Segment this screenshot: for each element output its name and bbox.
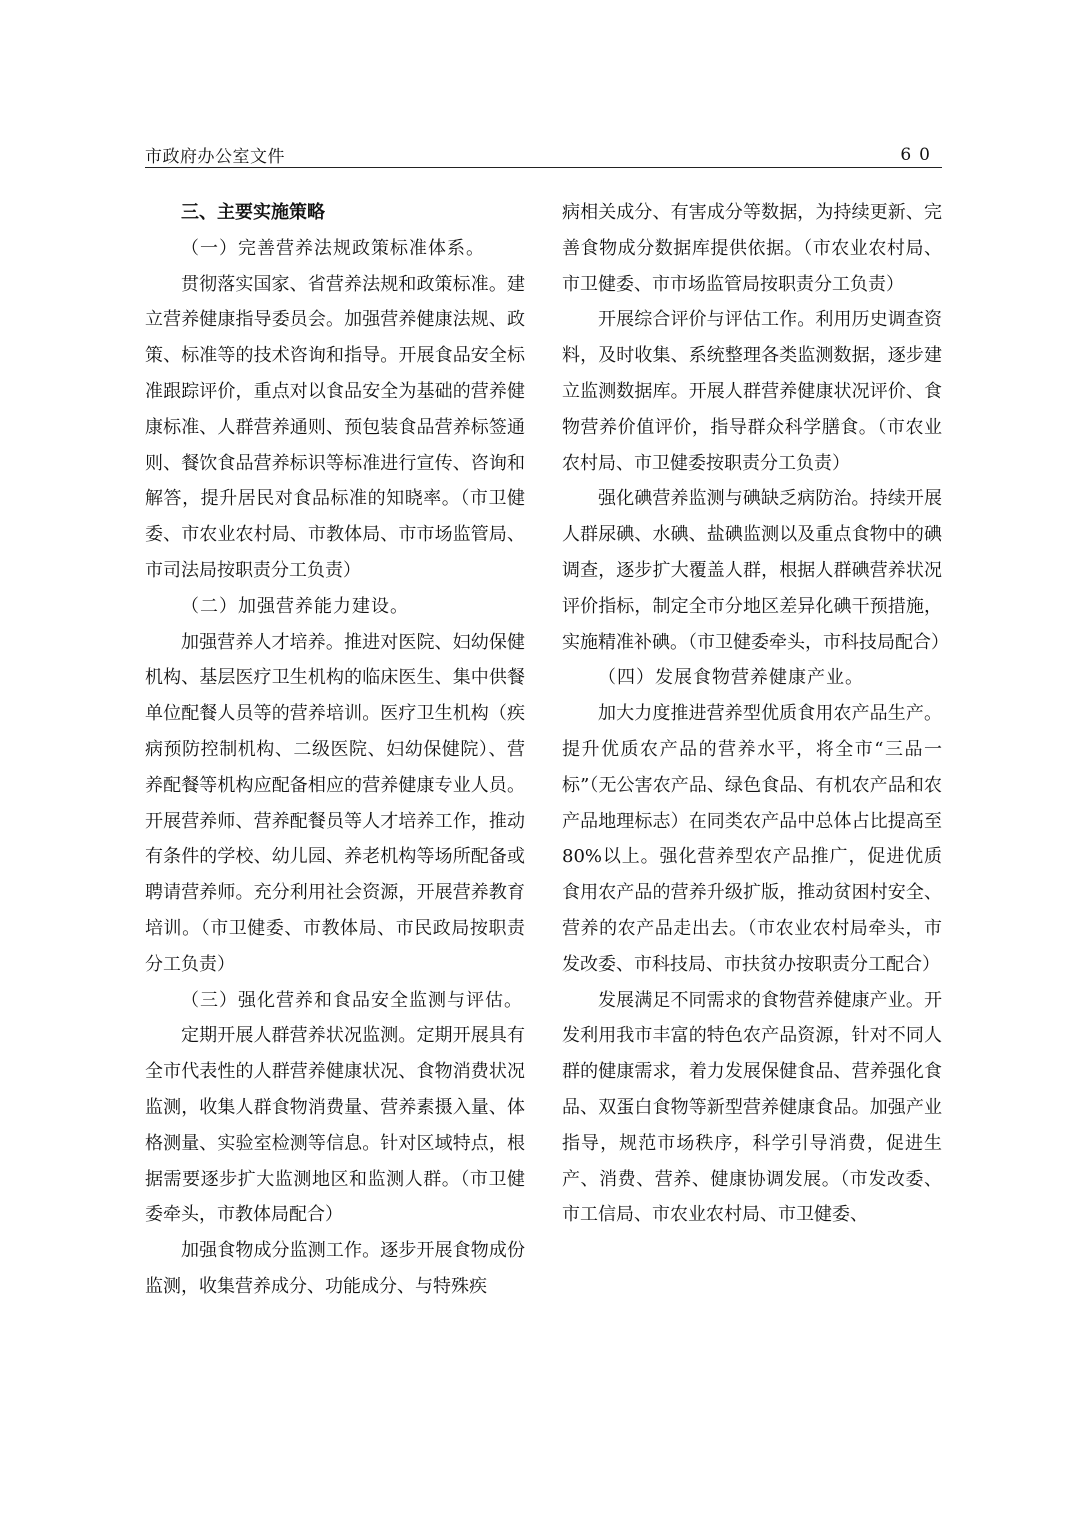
paragraph: 加强营养人才培养。推进对医院、妇幼保健机构、基层医疗卫生机构的临床医生、集中供餐单位配餐人员等的营养培训。医疗卫生机构（疾病预防控制机构、二级医院、妇幼保健院）、营养配餐等机构应配备相应的营养健康专业人员。开展营养师、营养配餐员等人才培养工作，推动有条件的学校、幼儿园、养老机构等场所配备或聘请营养师。充分利用社会资源，开展营养教育培训。（市卫健委、市教体局、市民政局按职责分工负责） bbox=[145, 631, 525, 975]
document-header-title: 市政府办公室文件 bbox=[145, 147, 285, 167]
section-title: 三、主要实施策略 bbox=[181, 202, 325, 223]
left-column bbox=[145, 195, 525, 1305]
paragraph: 开展综合评价与评估工作。利用历史调查资料，及时收集、系统整理各类监测数据，逐步建立监测数据库。开展人群营养健康状况评价、食物营养价值评价，指导群众科学膳食。（市农业农村局、市卫健委按职责分工负责） bbox=[562, 309, 942, 474]
paragraph: 贯彻落实国家、省营养法规和政策标准。建立营养健康指导委员会。加强营养健康法规、政策、标准等的技术咨询和指导。开展食品安全标准跟踪评价，重点对以食品安全为基础的营养健康标准、人群营养通则、预包装食品营养标签通则、餐饮食品营养标识等标准进行宣传、咨询和解答，提升居民对食品标准的知晓率。（市卫健委、市农业农村局、市教体局、市市场监管局、市司法局按职责分工负责） bbox=[145, 273, 525, 581]
right-column bbox=[562, 195, 949, 1233]
header-divider bbox=[145, 167, 942, 168]
subsection-title-4: （四）发展食物营养健康产业。 bbox=[598, 667, 864, 689]
paragraph: 强化碘营养监测与碘缺乏病防治。持续开展人群尿碘、水碘、盐碘监测以及重点食物中的碘调查，逐步扩大覆盖人群，根据人群碘营养状况评价指标，制定全市分地区差异化碘干预措施，实施精准补碘。（市卫健委牵头，市科技局配合） bbox=[562, 488, 949, 653]
paragraph: 定期开展人群营养状况监测。定期开展具有全市代表性的人群营养健康状况、食物消费状况监测，收集人群食物消费量、营养素摄入量、体格测量、实验室检测等信息。针对区域特点，根据需要逐步扩大监测地区和监测人群。（市卫健委牵头，市教体局配合） bbox=[145, 1025, 525, 1226]
page-number: 60 bbox=[900, 145, 938, 165]
paragraph: 发展满足不同需求的食物营养健康产业。开发利用我市丰富的特色农产品资源，针对不同人群的健康需求，着力发展保健食品、营养强化食品、双蛋白食物等新型营养健康食品。加强产业指导，规范市场秩序，科学引导消费，促进生产、消费、营养、健康协调发展。（市发改委、市工信局、市农业农村局、市卫健委、 bbox=[562, 989, 942, 1226]
paragraph: 加强食物成分监测工作。逐步开展食物成份监测，收集营养成分、功能成分、与特殊疾 bbox=[145, 1240, 525, 1297]
paragraph: 加大力度推进营养型优质食用农产品生产。提升优质农产品的营养水平，将全市“三品一标”（无公害农产品、绿色食品、有机农产品和农产品地理标志）在同类农产品中总体占比提高至80%以上。强化营养型农产品推广，促进优质食用农产品的营养升级扩版，推动贫困村安全、营养的农产品走出去。（市农业农村局牵头，市发改委、市科技局、市扶贫办按职责分工配合） bbox=[562, 703, 942, 975]
subsection-title-2: （二）加强营养能力建设。 bbox=[181, 595, 409, 617]
subsection-title-1: （一）完善营养法规政策标准体系。 bbox=[181, 237, 485, 259]
subsection-title-3: （三）强化营养和食品安全监测与评估。 bbox=[181, 989, 523, 1011]
paragraph-continued: 病相关成分、有害成分等数据，为持续更新、完善食物成分数据库提供依据。（市农业农村局、市卫健委、市市场监管局按职责分工负责） bbox=[562, 202, 942, 295]
